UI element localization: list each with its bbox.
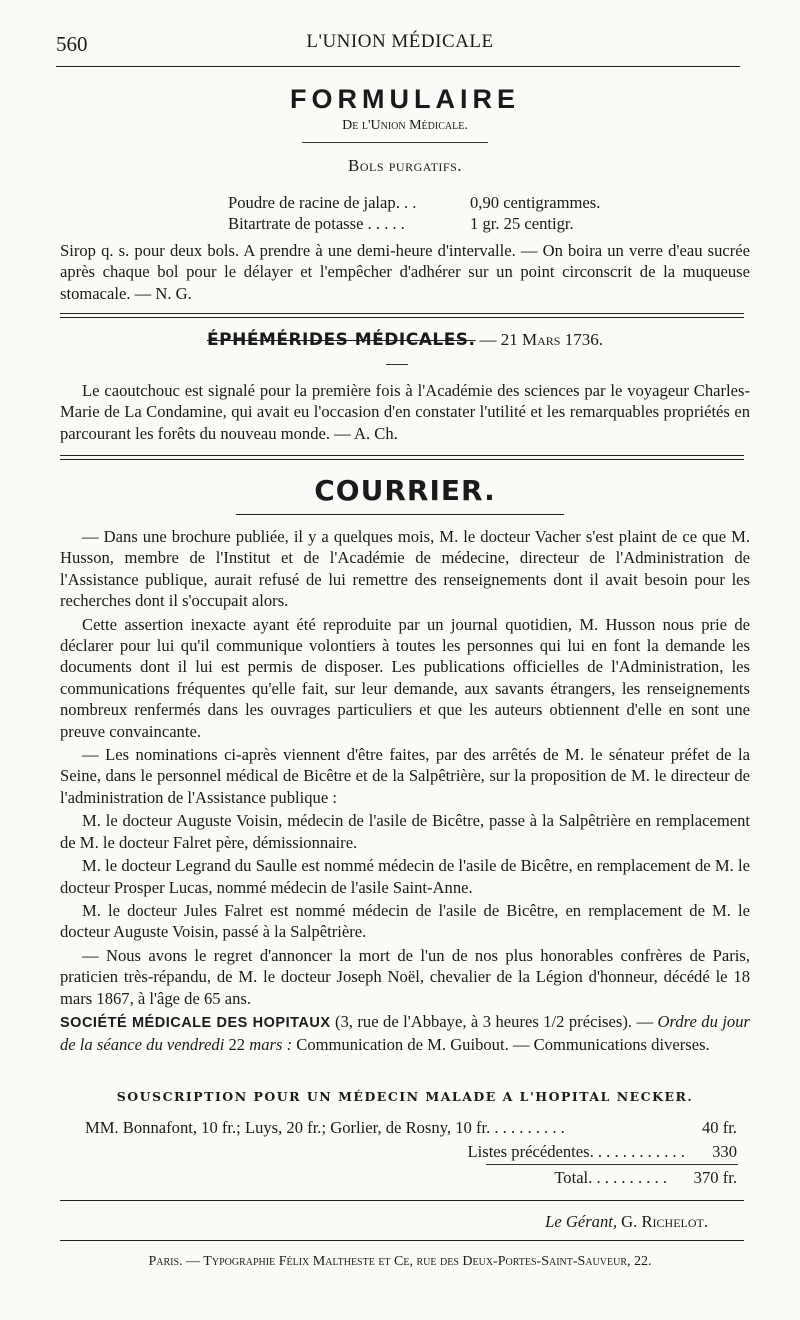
gerant-signature xyxy=(545,1212,708,1232)
souscription-total xyxy=(85,1166,737,1190)
courrier-paragraph: M. le docteur Auguste Voisin, médecin de l'asile de Bicêtre, passe à la Salpêtrière en remplacement de M. le docteur Falret père, démissionnaire. xyxy=(60,811,750,852)
running-head: L'UNION MÉDICALE xyxy=(306,31,494,52)
souscription-row xyxy=(85,1140,737,1164)
ephemerides-date: — 21 Mars 1736. xyxy=(479,330,603,349)
gerant-name: G. Richelot. xyxy=(617,1212,708,1231)
ingredient-qty: 0,90 centigrammes. xyxy=(470,193,601,212)
societe-mars: mars : xyxy=(249,1035,293,1055)
total-label: Total. . . . . . . . . . xyxy=(554,1168,667,1187)
formulaire-text-block xyxy=(60,240,750,304)
ephemerides-heading xyxy=(60,330,750,350)
ingredient-name: Bitartrate de potasse . . . . . xyxy=(228,214,405,233)
page-number: 560 xyxy=(56,32,88,56)
recipe-ingredients xyxy=(228,192,600,234)
courrier-paragraph: M. le docteur Jules Falret est nommé médecin de l'asile de Bicêtre, en remplacement de M. le docteur Auguste Voisin, passé à la Salpêtrière. xyxy=(60,900,750,942)
formulaire-section xyxy=(60,84,750,115)
total-rule xyxy=(486,1164,738,1165)
courrier-paragraph: — Dans une brochure publiée, il y a quelques mois, M. le docteur Vacher s'est plaint de ce que M. Husson, membre de l'Institut et de l'Académie de médecine, directeur de l'Administration de l'Assistance publique, aurait refusé de lui remettre des renseignements dont il avait besoin pour les recherches dont il s'occupait alors. xyxy=(60,527,750,611)
societe-date: 22 xyxy=(224,1035,250,1055)
souscription-heading xyxy=(60,1088,750,1106)
section-rule xyxy=(60,455,744,460)
ingredient-qty: 1 gr. 25 centigr. xyxy=(470,214,574,233)
ingredient-name: Poudre de racine de jalap. . . xyxy=(228,193,417,212)
formulaire-subtitle: De l'Union Médicale. xyxy=(342,118,468,133)
formulaire-text: Sirop q. s. pour deux bols. A prendre à une demi-heure d'intervalle. — On boira un verre d'eau sucrée après chaque bol pour le délayer et l'empêcher d'adhérer sur un point circonscrit de la muqueuse stomacale. — N. G. xyxy=(60,241,750,303)
souscription-list xyxy=(85,1116,737,1164)
courrier-title: COURRIER. xyxy=(314,474,496,507)
courrier-paragraph: Cette assertion inexacte ayant été reproduite par un journal quotidien, M. Husson nous prie de déclarer pour lui qu'il communique volontiers à toutes les personnes qui lui en font la demande les documents dont il lui est permis de disposer. Les publications officielles de l'Administration, les communications fréquentes qu'elle fait, sur leur demande, aux savants étrangers, les renseignements nombreux renfermés dans les ouvrages particuliers et que les auteurs obtiennent d'elle en sont une preuve convaincante. xyxy=(60,614,750,741)
ephemerides-title: ÉPHÉMÉRIDES MÉDICALES. xyxy=(207,330,476,350)
societe-name: SOCIÉTÉ MÉDICALE DES HOPITAUX xyxy=(60,1014,331,1031)
souscription-donors: MM. Bonnafont, 10 fr.; Luys, 20 fr.; Gorlier, de Rosny, 10 fr. . . . . . . . . . xyxy=(85,1118,565,1137)
courrier-body xyxy=(60,526,750,1056)
ingredient-row xyxy=(228,213,600,234)
societe-paragraph xyxy=(60,1011,750,1056)
souscription-row xyxy=(85,1116,737,1140)
souscription-amount: 330 xyxy=(712,1142,737,1161)
ephemerides-text: Le caoutchouc est signalé pour la première fois à l'Académie des sciences par le voyageur Charles-Marie de La Condamine, qui avait eu l'occasion d'en constater l'utilité et les remarquables propriétés en parcourant les forêts du nouveau monde. — A. Ch. xyxy=(60,381,750,443)
courrier-rule xyxy=(236,514,564,515)
souscription-total-row xyxy=(85,1166,737,1190)
ingredient-row xyxy=(228,192,600,213)
societe-rest: Communication de M. Guibout. — Communications diverses. xyxy=(292,1035,710,1055)
section-rule xyxy=(60,313,744,318)
societe-ordre: Ordre du jour de la séance du vendredi xyxy=(60,1011,750,1055)
courrier-paragraph: — Nous avons le regret d'annoncer la mort de l'un de nos plus honorables confrères de Paris, praticien très-répandu, de M. le docteur Joseph Noël, chevalier de la Légion d'honneur, décédé le 18 mars 1867, à l'âge de 65 ans. xyxy=(60,945,750,1008)
courrier-paragraph: — Les nominations ci-après viennent d'être faites, par des arrêtés de M. le sénateur préfet de la Seine, dans le personnel médical de Bicêtre et de la Salpêtrière, sur la proposition de M. le directeur de l'administration de l'Assistance publique : xyxy=(60,745,750,807)
societe-address: (3, rue de l'Abbaye, à 3 heures 1/2 précises). — xyxy=(330,1011,658,1031)
ephemerides-dash xyxy=(386,364,408,365)
formulaire-title: FORMULAIRE xyxy=(290,84,520,114)
gerant-label: Le Gérant, xyxy=(545,1212,618,1231)
recipe-title: Bols purgatifs. xyxy=(347,156,463,175)
souscription-title: SOUSCRIPTION POUR UN MÉDECIN MALADE A L'HOPITAL NECKER. xyxy=(116,1089,694,1104)
courrier-heading xyxy=(60,474,750,507)
header-rule xyxy=(56,66,740,67)
souscription-amount: 40 fr. xyxy=(701,1118,737,1137)
footer-rule xyxy=(60,1200,744,1201)
ephemerides-text-block xyxy=(60,380,750,444)
formulaire-rule xyxy=(302,142,488,143)
total-amount: 370 fr. xyxy=(693,1168,737,1187)
souscription-previous: Listes précédentes. . . . . . . . . . . . xyxy=(467,1142,685,1161)
imprint-rule xyxy=(60,1240,744,1241)
imprint: Paris. — Typographie Félix Maltheste et Ce, rue des Deux-Portes-Saint-Sauveur, 22. xyxy=(148,1254,652,1269)
courrier-paragraph: M. le docteur Legrand du Saulle est nommé médecin de l'asile de Bicêtre, en remplacement de M. le docteur Prosper Lucas, nommé médecin de l'asile Saint-Anne. xyxy=(60,856,750,897)
